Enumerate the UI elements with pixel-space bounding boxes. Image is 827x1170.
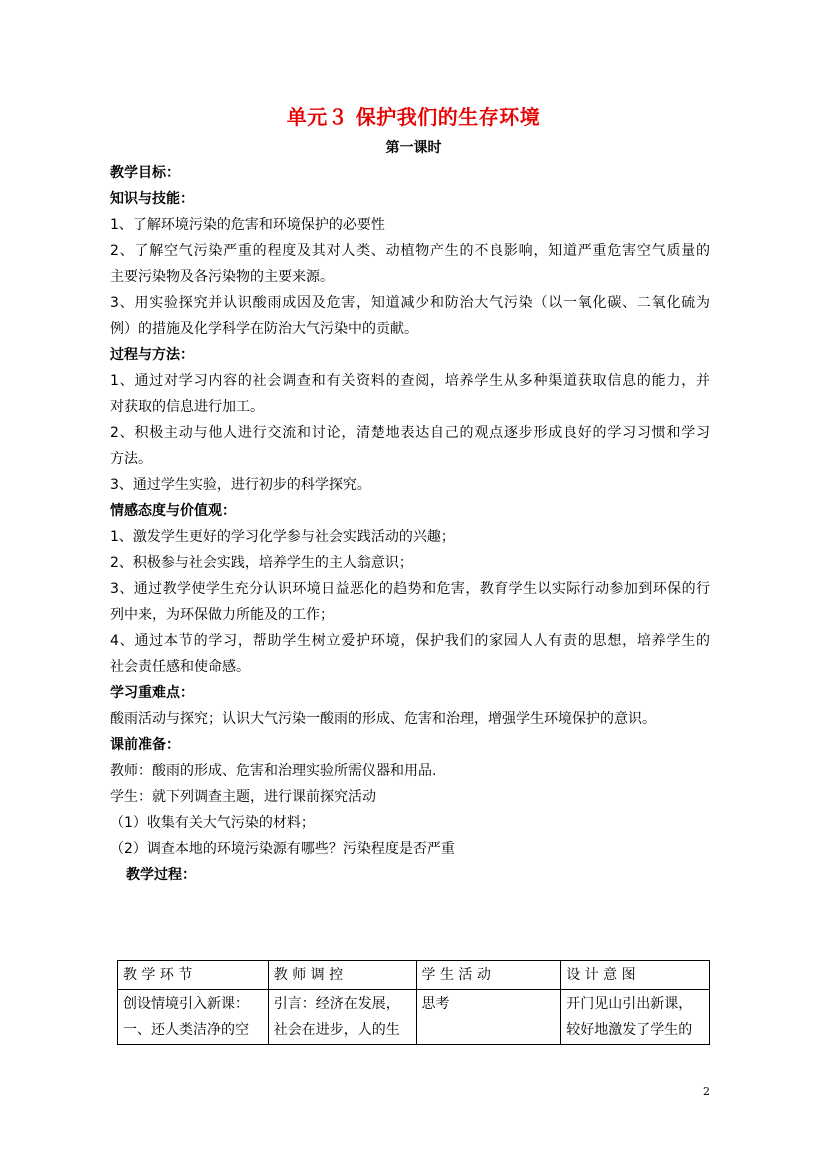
knowledge-line: 主要污染物及各污染物的主要来源。 <box>110 269 334 285</box>
cell-line: 一、还人类洁净的空 <box>123 1022 249 1038</box>
lesson-subtitle: 第一课时 <box>385 140 442 156</box>
table-cell <box>268 990 416 1045</box>
prep-line: 教师：酸雨的形成、危害和治理实验所需仪器和用品. <box>110 763 437 779</box>
cell-line: 较好地激发了学生的 <box>566 1022 693 1038</box>
document-body <box>110 160 710 888</box>
knowledge-line: 2、了解空气污染严重的程度及其对人类、动植物产生的不良影响，知道严重危害空气质量的 <box>110 243 710 259</box>
table-cell <box>118 990 269 1045</box>
process-heading: 过程与方法： <box>110 347 194 363</box>
prep-heading: 课前准备： <box>110 737 180 753</box>
attitude-line: 列中来，为环保做力所能及的工作； <box>110 607 334 623</box>
attitude-line: 2、积极参与社会实践，培养学生的主人翁意识； <box>110 555 413 571</box>
key-heading: 学习重难点： <box>110 685 194 701</box>
table-header-cell: 教 学 环 节 <box>118 961 269 990</box>
attitude-heading: 情感态度与价值观： <box>110 503 236 519</box>
prep-line: （1）收集有关大气污染的材料； <box>110 815 315 831</box>
prep-line: （2）调查本地的环境污染源有哪些？污染程度是否严重 <box>110 841 455 857</box>
attitude-line: 3、通过教学使学生充分认识环境日益恶化的趋势和危害，教育学生以实际行动参加到环保的行 <box>110 581 710 597</box>
cell-line: 引言：经济在发展， <box>273 996 400 1012</box>
attitude-line: 社会责任感和使命感。 <box>110 659 250 675</box>
process-line: 2、积极主动与他人进行交流和讨论，清楚地表达自己的观点逐步形成良好的学习习惯和学习 <box>110 425 710 441</box>
cell-line: 创设情境引入新课： <box>123 996 249 1012</box>
table-cell <box>416 990 561 1045</box>
knowledge-line: 3、用实验探究并认识酸雨成因及危害，知道减少和防治大气污染（以一氧化碳、二氧化硫为 <box>110 295 710 311</box>
prep-line: 学生：就下列调查主题，进行课前探究活动 <box>110 789 376 805</box>
attitude-line: 1、激发学生更好的学习化学参与社会实践活动的兴趣； <box>110 529 455 545</box>
table-cell <box>561 990 710 1045</box>
table-row <box>118 990 710 1045</box>
goals-heading: 教学目标： <box>110 165 180 181</box>
process-line: 方法。 <box>110 451 152 467</box>
knowledge-heading: 知识与技能： <box>110 191 194 207</box>
cell-line: 开门见山引出新课， <box>566 996 693 1012</box>
knowledge-line: 例）的措施及化学科学在防治大气污染中的贡献。 <box>110 321 418 337</box>
procedure-heading: 教学过程： <box>126 867 196 883</box>
table-header-row <box>118 961 710 990</box>
page-title: 单元３ 保护我们的生存环境 <box>286 105 541 129</box>
table-header-cell: 学 生 活 动 <box>416 961 561 990</box>
page-number: 2 <box>703 1085 710 1098</box>
key-text: 酸雨活动与探究；认识大气污染一酸雨的形成、危害和治理，增强学生环境保护的意识。 <box>110 711 656 727</box>
process-line: 对获取的信息进行加工。 <box>110 399 264 415</box>
table-header-cell: 设 计 意 图 <box>561 961 710 990</box>
process-line: 1、通过对学习内容的社会调查和有关资料的查阅，培养学生从多种渠道获取信息的能力，并 <box>110 373 710 389</box>
table-header-cell: 教 师 调 控 <box>268 961 416 990</box>
attitude-line: 4、通过本节的学习，帮助学生树立爱护环境，保护我们的家园人人有责的思想，培养学生的 <box>110 633 710 649</box>
cell-line: 社会在进步，人的生 <box>273 1022 400 1038</box>
process-line: 3、通过学生实验，进行初步的科学探究。 <box>110 477 371 493</box>
procedure-table <box>117 960 710 1045</box>
knowledge-line: 1、了解环境污染的危害和环境保护的必要性 <box>110 217 385 233</box>
cell-line: 思考 <box>421 996 450 1012</box>
